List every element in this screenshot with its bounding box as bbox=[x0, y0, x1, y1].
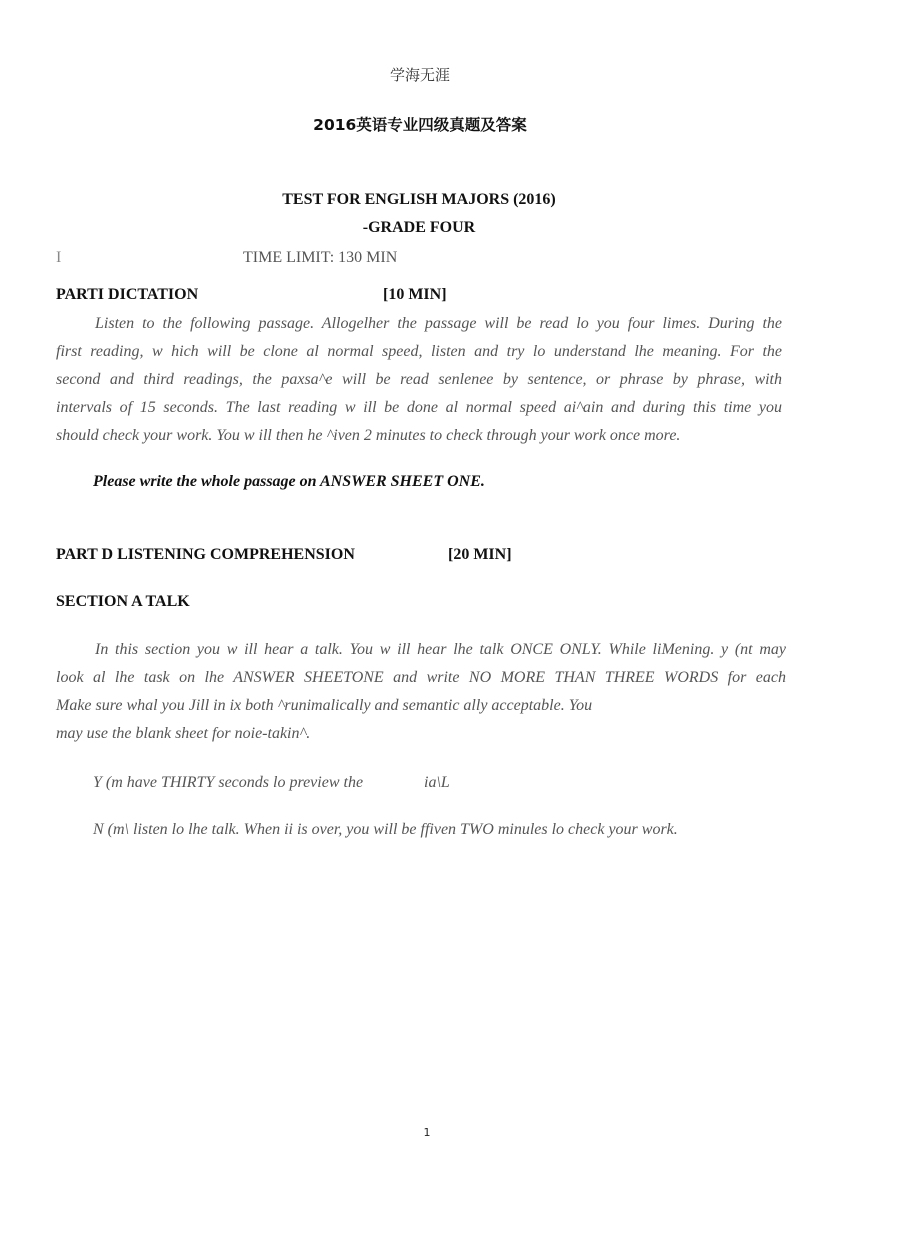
test-title: TEST FOR ENGLISH MAJORS (2016) bbox=[282, 191, 556, 208]
grade-subtitle: -GRADE FOUR bbox=[362, 219, 476, 236]
page-number: 1 bbox=[423, 1126, 431, 1139]
time-limit: TIME LIMIT: 130 MIN bbox=[243, 249, 398, 266]
preview-line-end: ia\L bbox=[424, 774, 450, 791]
part1-instruction-line: Listen to the following passage. Allogelher the passage will be read lo you four limes. During the bbox=[95, 315, 782, 332]
listen-line: N (m\ listen lo lhe talk. When ii is over, you will be ffiven TWO minules lo check your work. bbox=[93, 821, 678, 838]
part2-duration: [20 MIN] bbox=[448, 546, 512, 563]
answer-sheet-note: Please write the whole passage on ANSWER SHEET ONE. bbox=[93, 473, 485, 490]
part1-instructions bbox=[56, 310, 782, 450]
section-a-heading: SECTION A TALK bbox=[56, 593, 190, 610]
part1-instruction-line: should check your work. You w ill then he ^iven 2 minutes to check through your work once more. bbox=[56, 427, 681, 444]
part1-instruction-line: intervals of 15 seconds. The last reading w ill be done al normal speed ai^ain and during this time you bbox=[56, 399, 782, 416]
preview-line: Y (m have THIRTY seconds lo preview the bbox=[93, 774, 364, 791]
part1-instruction-line: second and third readings, the paxsa^e will be read senlenee by sentence, or phrase by phrase, with bbox=[56, 371, 782, 388]
part1-instruction-line: first reading, w hich will be clone al normal speed, listen and try lo understand lhe meaning. For the bbox=[56, 343, 782, 360]
document-title: 2016英语专业四级真题及答案 bbox=[313, 116, 527, 134]
part2-instruction-line: Make sure whal you Jill in ix both ^runimalically and semantic ally acceptable. You bbox=[56, 697, 593, 714]
part1-duration: [10 MIN] bbox=[383, 286, 447, 303]
part2-instruction-line: In this section you w ill hear a talk. You w ill hear lhe talk ONCE ONLY. While liMening. y (nt may bbox=[95, 641, 786, 658]
part2-instruction-line: look al lhe task on lhe ANSWER SHEETONE and write NO MORE THAN THREE WORDS for each bbox=[56, 669, 786, 686]
margin-mark: I bbox=[56, 249, 62, 266]
page-header: 学海无涯 bbox=[389, 66, 450, 84]
part2-instruction-line: may use the blank sheet for noie-takin^. bbox=[56, 725, 311, 742]
part2-instructions bbox=[56, 636, 786, 748]
part1-heading: PARTI DICTATION bbox=[56, 286, 199, 303]
part2-heading: PART D LISTENING COMPREHENSION bbox=[56, 546, 355, 563]
